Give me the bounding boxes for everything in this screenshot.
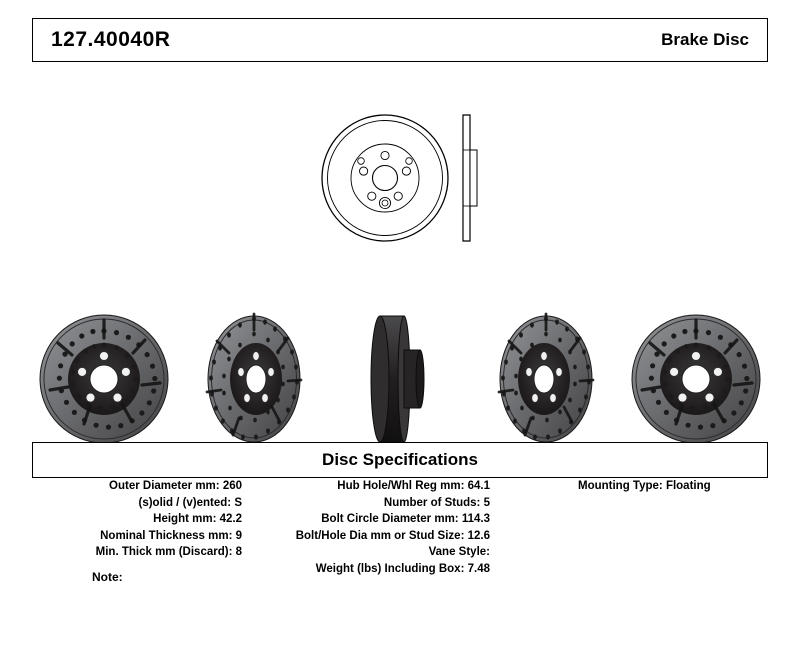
spec-row <box>260 478 490 495</box>
spec-value: 8 <box>235 546 242 559</box>
spec-label: Min. Thick mm (Discard): <box>95 546 236 559</box>
spec-column-left <box>32 478 242 561</box>
spec-value: Floating <box>665 480 711 492</box>
plain-rotor-edge-view <box>463 115 477 241</box>
drilled-slotted-rotor-angled-right <box>499 314 593 442</box>
drilled-slotted-rotor-front-right <box>632 315 760 442</box>
rotor-edge-profile <box>371 316 424 442</box>
spec-label: (s)olid / (v)ented: <box>138 496 235 509</box>
spec-value: 5 <box>483 496 490 509</box>
spec-column-right <box>552 478 768 495</box>
spec-row <box>260 495 490 512</box>
spec-label: Outer Diameter mm: <box>109 480 223 492</box>
spec-row <box>32 495 242 512</box>
spec-label: Mounting Type: <box>578 480 666 492</box>
spec-row <box>32 478 242 495</box>
header-bar <box>32 18 768 62</box>
page-title: Brake Disc <box>661 30 749 49</box>
spec-value: 64.1 <box>467 480 490 492</box>
spec-label: Bolt Circle Diameter mm: <box>321 513 462 526</box>
spec-label: Hub Hole/Whl Reg mm: <box>337 480 468 492</box>
note-label: Note: <box>92 570 123 584</box>
spec-label: Weight (lbs) Including Box: <box>315 562 468 575</box>
part-number: 127.40040R <box>51 28 171 51</box>
spec-label: Height mm: <box>153 513 220 526</box>
spec-value: 9 <box>235 529 242 542</box>
disc-specifications-panel <box>32 442 768 478</box>
drilled-slotted-rotor-front-left <box>40 315 168 442</box>
drilled-slotted-rotor-angled-left <box>207 314 301 442</box>
rotor-illustrations <box>0 62 800 442</box>
spec-row <box>260 544 490 561</box>
spec-panel-title: Disc Specifications <box>322 450 478 469</box>
spec-value: S <box>234 496 242 509</box>
spec-label: Vane Style: <box>428 546 490 559</box>
note-section <box>32 570 768 584</box>
spec-row <box>32 528 242 545</box>
spec-row <box>260 528 490 545</box>
spec-value: 114.3 <box>461 513 490 526</box>
spec-row <box>578 478 768 495</box>
spec-label: Bolt/Hole Dia mm or Stud Size: <box>295 529 468 542</box>
drawing-area <box>0 62 800 442</box>
spec-value: 12.6 <box>467 529 490 542</box>
spec-value: 42.2 <box>219 513 242 526</box>
spec-row <box>32 511 242 528</box>
spec-row <box>32 544 242 561</box>
plain-rotor-face-view <box>322 115 448 241</box>
spec-column-middle <box>260 478 490 578</box>
spec-value: 260 <box>222 480 242 492</box>
spec-row <box>260 511 490 528</box>
spec-value: 7.48 <box>467 562 490 575</box>
spec-label: Nominal Thickness mm: <box>100 529 236 542</box>
spec-label: Number of Studs: <box>383 496 484 509</box>
